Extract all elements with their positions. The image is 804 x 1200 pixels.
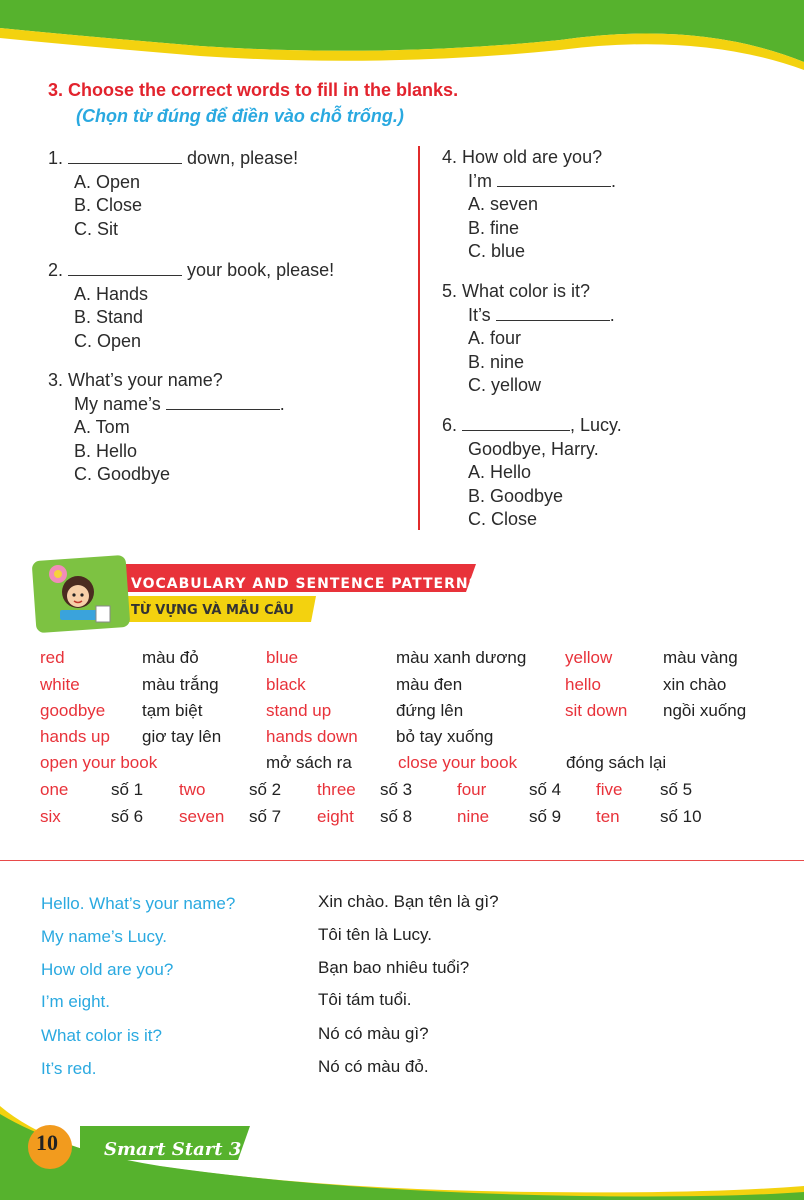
question-2: 2. your book, please! A. Hands B. Stand C. Open <box>48 259 334 353</box>
vocab-word: black <box>266 675 306 694</box>
page-number: 10 <box>36 1130 58 1155</box>
vocab-meaning: giơ tay lên <box>142 727 222 746</box>
number-word: two <box>179 780 206 799</box>
sentence-en: How old are you? <box>41 960 174 979</box>
answer-blank[interactable] <box>166 393 280 410</box>
sentence-en: I’m eight. <box>41 992 110 1011</box>
sentence-vi: Nó có màu gì? <box>318 1024 429 1043</box>
option: A. seven <box>468 194 539 214</box>
option: B. Close <box>74 195 143 215</box>
vocab-word: close your book <box>398 753 518 772</box>
numbers-row <box>0 807 804 827</box>
vocab-meaning: ngồi xuống <box>663 701 747 720</box>
section-divider <box>0 860 804 861</box>
option: C. blue <box>468 241 526 261</box>
question-3: 3. What’s your name? My name’s . A. Tom B. Hello C. Goodbye <box>48 369 285 487</box>
vocab-meaning: mở sách ra <box>266 753 352 772</box>
exercise-title: 3. Choose the correct words to fill in the blanks. <box>48 80 459 100</box>
vocab-row <box>0 701 804 721</box>
sentence-vi: Tôi tám tuổi. <box>318 990 412 1009</box>
vocab-meaning: màu xanh dương <box>396 648 527 667</box>
option: A. Hands <box>74 283 149 304</box>
vocab-meaning: màu đỏ <box>142 648 199 667</box>
vocab-word: hands up <box>40 727 110 746</box>
sentence-en: It’s red. <box>41 1059 97 1078</box>
vocab-meaning: bỏ tay xuống <box>396 727 494 746</box>
answer-blank[interactable] <box>68 147 182 164</box>
sentence-en: What color is it? <box>41 1026 162 1045</box>
vocab-word: stand up <box>266 701 332 720</box>
sentence-vi: Bạn bao nhiêu tuổi? <box>318 958 470 977</box>
option: A. Tom <box>74 417 130 437</box>
vocab-row <box>0 727 804 747</box>
vocab-meaning: xin chào <box>663 675 727 694</box>
sentence-vi: Xin chào. Bạn tên là gì? <box>318 892 499 911</box>
number-meaning: số 8 <box>380 807 413 826</box>
sentence-en: Hello. What’s your name? <box>41 894 236 913</box>
option: B. Hello <box>74 440 138 461</box>
vocab-banner-title: VOCABULARY AND SENTENCE PATTERNS <box>131 576 480 592</box>
exercise-subtitle: (Chọn từ đúng để điền vào chỗ trống.) <box>76 106 404 126</box>
number-word: four <box>457 780 487 799</box>
vocab-word: hello <box>565 675 601 694</box>
number-word: seven <box>179 807 225 826</box>
vocab-banner-subtitle: TỪ VỰNG VÀ MẪU CÂU <box>131 603 294 618</box>
answer-blank[interactable] <box>497 170 611 187</box>
number-meaning: số 9 <box>529 807 562 826</box>
number-word: ten <box>596 807 620 826</box>
book-brand: Smart Start 3 <box>104 1139 242 1160</box>
vocab-row <box>0 648 804 668</box>
option: A. Open <box>74 171 141 192</box>
sentence-en: My name’s Lucy. <box>41 927 167 946</box>
vocab-meaning: tạm biệt <box>142 701 203 720</box>
answer-blank[interactable] <box>496 304 610 321</box>
vocab-word: white <box>40 675 80 694</box>
number-word: five <box>596 780 623 799</box>
vocab-meaning: màu trắng <box>142 675 219 694</box>
answer-blank[interactable] <box>68 259 182 276</box>
answer-blank[interactable] <box>462 414 570 431</box>
number-meaning: số 7 <box>249 807 282 826</box>
option: C. Sit <box>74 218 119 239</box>
number-meaning: số 3 <box>380 780 413 799</box>
option: C. Close <box>468 509 538 529</box>
vocab-word: open your book <box>40 753 158 772</box>
vocab-row <box>0 753 804 773</box>
option: A. four <box>468 328 522 348</box>
option: A. Hello <box>468 462 532 482</box>
vocab-word: goodbye <box>40 701 106 720</box>
number-word: one <box>40 780 69 799</box>
vocab-word: sit down <box>565 701 628 720</box>
question-5: 5. What color is it? It’s . A. four B. nine C. yellow <box>442 280 615 398</box>
option: B. nine <box>468 351 525 372</box>
sentence-vi: Nó có màu đỏ. <box>318 1057 429 1076</box>
option: B. Goodbye <box>468 485 564 506</box>
sentence-vi: Tôi tên là Lucy. <box>318 925 433 944</box>
column-divider <box>418 146 420 530</box>
number-meaning: số 5 <box>660 780 693 799</box>
number-meaning: số 6 <box>111 807 144 826</box>
vocab-meaning: đóng sách lại <box>566 753 667 772</box>
vocab-word: yellow <box>565 648 613 667</box>
vocab-meaning: màu đen <box>396 675 463 694</box>
question-4: 4. How old are you? I’m . A. seven B. fine C. blue <box>442 146 616 264</box>
vocab-meaning: màu vàng <box>663 648 738 667</box>
number-meaning: số 2 <box>249 780 282 799</box>
vocab-word: red <box>40 648 65 667</box>
girl-reading-icon <box>36 558 116 628</box>
vocab-meaning: đứng lên <box>396 701 464 720</box>
vocab-word: hands down <box>266 727 358 746</box>
number-meaning: số 1 <box>111 780 144 799</box>
number-word: six <box>40 807 61 826</box>
option: B. fine <box>468 217 520 238</box>
number-word: nine <box>457 807 490 826</box>
header-wave <box>0 0 804 80</box>
option: B. Stand <box>74 307 144 327</box>
number-word: eight <box>317 807 354 826</box>
question-1: 1. down, please! A. Open B. Close C. Sit <box>48 147 298 241</box>
vocab-row <box>0 675 804 695</box>
vocab-word: blue <box>266 648 299 667</box>
option: C. yellow <box>468 375 542 395</box>
number-meaning: số 4 <box>529 780 562 799</box>
option: C. Goodbye <box>74 464 171 484</box>
number-word: three <box>317 780 356 799</box>
option: C. Open <box>74 330 142 351</box>
question-6: 6. , Lucy. Goodbye, Harry. A. Hello B. Goodbye C. Close <box>442 414 622 532</box>
number-meaning: số 10 <box>660 807 702 826</box>
numbers-row <box>0 780 804 800</box>
